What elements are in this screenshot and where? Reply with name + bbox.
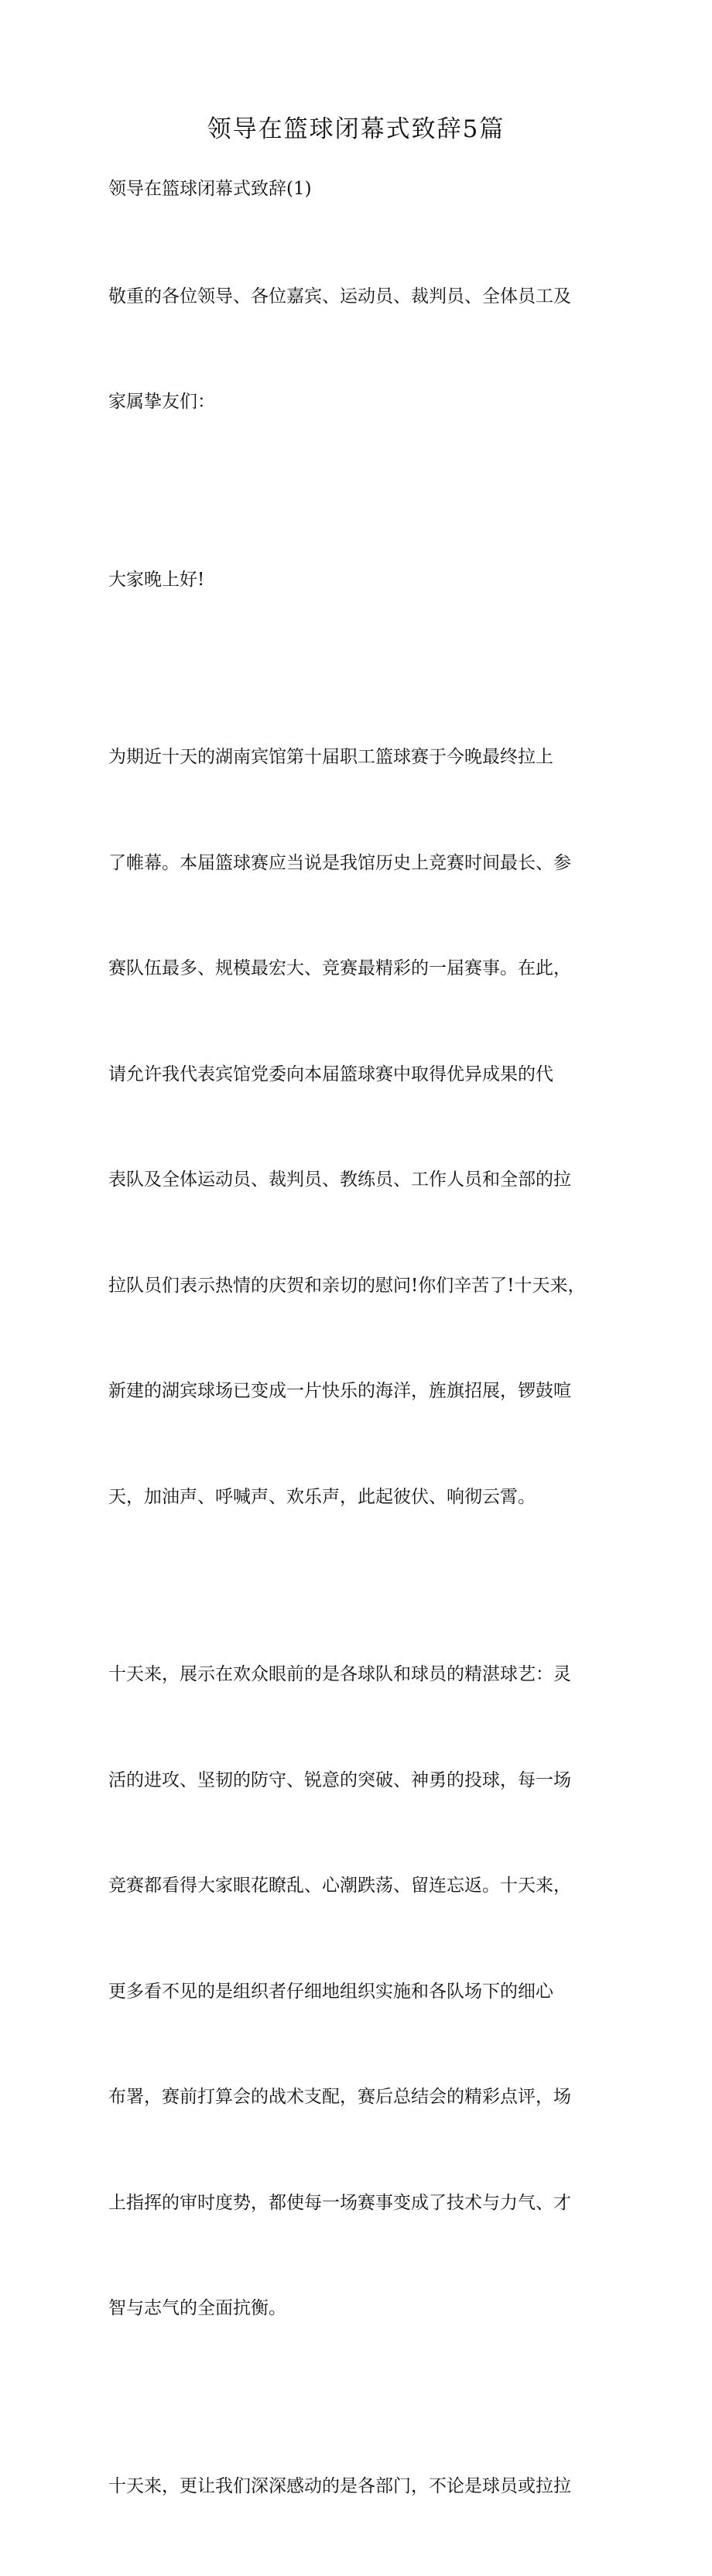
paragraph-competition [108, 1587, 625, 2397]
text-line: 活的进攻、坚韧的防守、锐意的突破、神勇的投球，每一场 [108, 1769, 571, 1790]
text-line: 表队及全体运动员、裁判员、教练员、工作人员和全部的拉 [108, 1170, 571, 1190]
text-line: 上指挥的审时度势，都使每一场赛事变成了技术与力气、才 [108, 2192, 571, 2213]
text-line: 大家晚上好! [108, 569, 205, 590]
paragraph-opening [108, 670, 625, 1585]
document-body [108, 172, 625, 2576]
text-line: 敬重的各位领导、各位嘉宾、运动员、裁判员、全体员工及 [108, 286, 571, 307]
text-line: 更多看不见的是组织者仔细地组织实施和各队场下的细心 [108, 1981, 553, 2002]
subtitle-line: 领导在篮球闭幕式致辞(1) [108, 179, 312, 199]
text-line: 十天来，更让我们深深感动的是各部门，不论是球员或拉拉 [108, 2475, 571, 2496]
text-line: 新建的湖宾球场已变成一片快乐的海洋，旌旗招展，锣鼓喧 [108, 1381, 571, 1401]
text-line: 拉队员们表示热情的庆贺和亲切的慰问!你们辛苦了!十天来， [108, 1275, 586, 1296]
document-title: 领导在篮球闭幕式致辞5篇 [207, 115, 505, 143]
paragraph-greeting [108, 492, 625, 669]
text-line: 为期近十天的湖南宾馆第十届职工篮球赛于今晚最终拉上 [108, 747, 553, 767]
paragraph-salutation [108, 209, 625, 491]
text-line: 赛队伍最多、规模最宏大、竞赛最精彩的一届赛事。在此， [108, 958, 571, 978]
text-line: 家属挚友们： [108, 392, 215, 412]
text-line: 请允许我代表宾馆党委向本届篮球赛中取得优异成果的代 [108, 1064, 553, 1084]
text-line: 天，加油声、呼喊声、欢乐声，此起彼伏、响彻云霄。 [108, 1486, 536, 1507]
text-line: 竞赛都看得大家眼花瞭乱、心潮跌荡、留连忘返。十天来， [108, 1875, 571, 1896]
text-line: 智与志气的全面抗衡。 [108, 2298, 286, 2318]
paragraph-closing [108, 2399, 625, 2575]
text-line: 了帷幕。本届篮球赛应当说是我馆历史上竞赛时间最长、参 [108, 852, 571, 873]
text-line: 布署，赛前打算会的战术支配，赛后总结会的精彩点评，场 [108, 2087, 571, 2107]
text-line: 十天来，展示在欢众眼前的是各球队和球员的精湛球艺：灵 [108, 1664, 571, 1684]
